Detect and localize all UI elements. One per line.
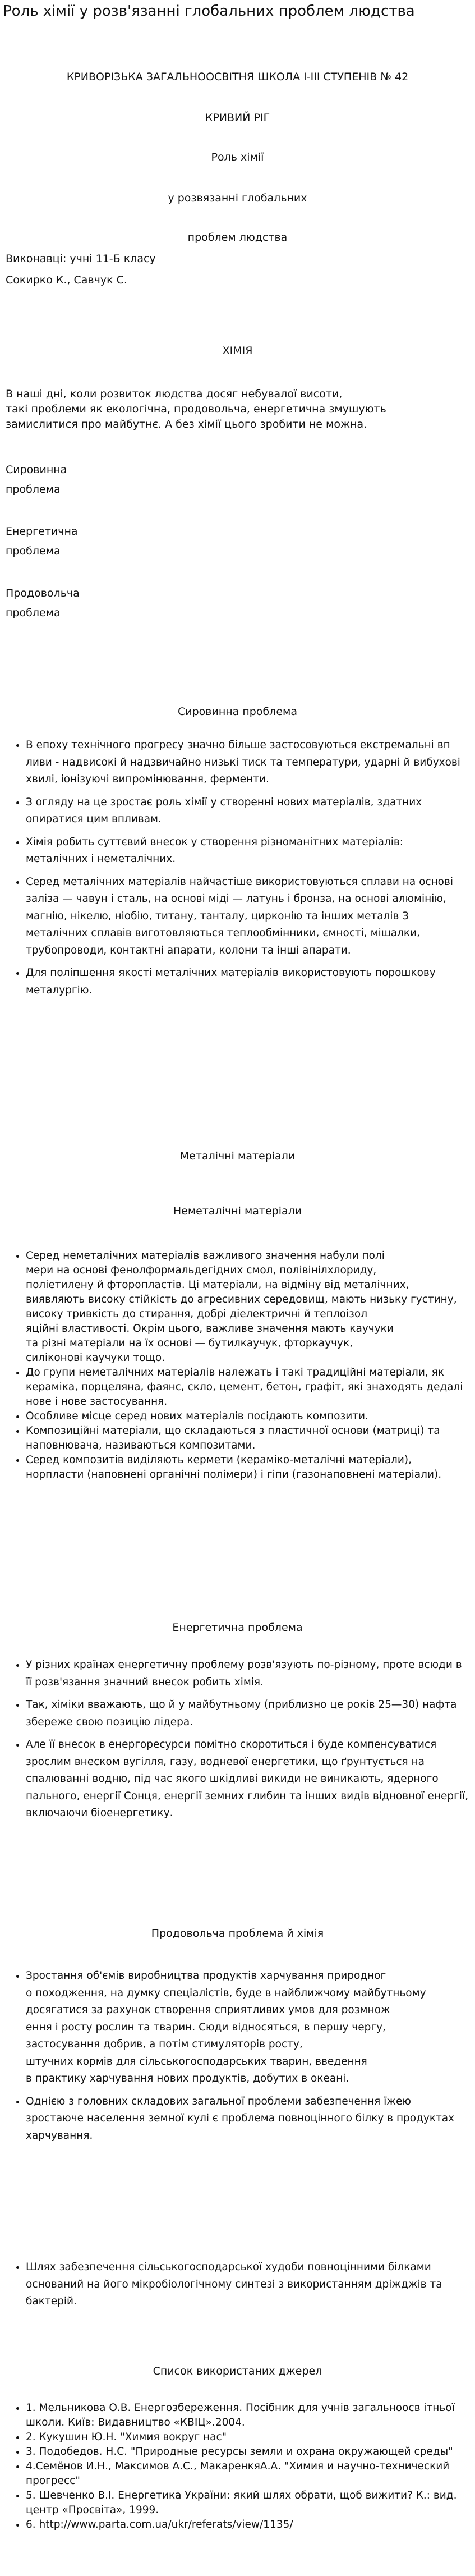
- section-heading-references: Список використаних джерел: [153, 2365, 322, 2377]
- list-item-line: • Однією з головних складових загальної проблеми забезпечення їжею зростаюче населення земної кулі є проблема повноцінного білку в продуктах харчування.: [26, 2095, 455, 2142]
- references-list: [0, 2401, 475, 2532]
- list-item: [26, 2259, 469, 2311]
- list-item: [26, 1697, 469, 1731]
- energy-list: [0, 1657, 475, 1828]
- reference-item: • 2. Кукушин Ю.Н. "Химия вокруг нас": [26, 2430, 469, 2445]
- topic-line-1: Роль хімії: [211, 151, 264, 163]
- list-item-line: • Серед композитів виділяють кермети (керамiко-металічні матеріали), норпласти (наповнені органічні полімери) і гіпи (газонаповнені матеріали).: [26, 1454, 442, 1480]
- intro-paragraph: [6, 387, 469, 432]
- list-item-line: досягатися за рахунок створення сприятливих умов для розмнож: [26, 2004, 390, 2016]
- raw-materials-list: [0, 737, 475, 1005]
- list-item: [26, 1736, 469, 1822]
- list-item-line: мери на основі фенолформальдегідних смол, полівінілхлориду,: [26, 1264, 377, 1276]
- food-list: [0, 1968, 475, 2150]
- list-item-line: виявляють високу стійкість до агресивних середовищ, мають низьку густину,: [26, 1294, 457, 1305]
- list-item: [26, 1409, 469, 1424]
- list-item-line: яційні властивості. Окрім цього, важливе значення мають каучуки: [26, 1323, 394, 1335]
- list-item-line: • Для поліпшення якості металічних матеріалів використовують порошкову металургію.: [26, 967, 436, 996]
- problem-label: проблема: [6, 607, 61, 619]
- list-item-line: • Композиційні матеріали, що складаються з пластичної основи (матриці) та наповнювача, називаються композитами.: [26, 1425, 440, 1451]
- list-item-line: • Хімія робить суттєвий внесок у створення різноманітних матеріалів:: [26, 836, 404, 848]
- list-item-line: о походження, на думку спеціалістів, буде в найближчому майбутньому: [26, 1987, 426, 1999]
- section-heading-chemistry: ХІМІЯ: [222, 345, 253, 357]
- authors-line-1: Виконавці: учні 11-Б класу: [6, 253, 156, 265]
- list-item-line: високу тривкість до стирання, добрі діелектричні й теплоізол: [26, 1308, 368, 1320]
- list-item: [26, 874, 469, 960]
- problem-label: Продовольча: [6, 587, 80, 599]
- topic-line-2: у розвязанні глобальних: [168, 192, 307, 204]
- intro-line: В наші дні, коли розвиток людства досяг небувалої висоти,: [6, 388, 343, 400]
- food-list-extra: [0, 2259, 475, 2316]
- list-item-line: • З огляду на це зростає роль хімії у створенні нових матеріалів, здатних опиратися цим впливам.: [26, 796, 422, 825]
- reference-item: • 3. Подобедов. Н.С. "Природные ресурсы земли и охрана окружающей среды": [26, 2445, 469, 2459]
- problem-label: Сировинна: [6, 464, 67, 476]
- list-item-line: • Серед металічних матеріалів найчастіше використовуються сплави на основі заліза — чавун і сталь, на основі міді — латунь і бронза, на основі алюмінію, магнію, нікелю, ніобію, титану, танталу, цирконію та інших металів 3 металічних сплавів виготовляються теплообмінники, ємності, мішалки, трубопроводи, контактні апарати, колони та інші апарати.: [26, 876, 454, 956]
- list-item-line: • У різних країнах енергетичну проблему розв'язують по-різному, проте всюди в її розв'язання значний внесок робить хімія.: [26, 1659, 462, 1688]
- topic-line-3: проблем людства: [187, 231, 288, 244]
- list-item: [26, 794, 469, 828]
- list-item-line: ення і росту рослин та тварин. Сюди відносяться, в першу чергу,: [26, 2021, 386, 2033]
- list-item: [26, 965, 469, 999]
- list-item-line: • Зростання об'ємів виробництва продуктів харчування природног: [26, 1970, 386, 1982]
- problem-label: проблема: [6, 545, 61, 557]
- list-item: [26, 1657, 469, 1691]
- list-item-line: застосування добрив, а потім стимуляторів росту,: [26, 2038, 303, 2050]
- list-item-line: • До групи неметалічних матеріалів належать і такі традиційні матеріали, як кераміка, порцеляна, фаянс, скло, цемент, бетон, графіт, які знаходять дедалі нове і нове застосування.: [26, 1367, 463, 1408]
- list-item-line: • Так, хіміки вважають, що й у майбутньому (приблизно це років 25—30) нафта збереже свою позицію лідера.: [26, 1699, 457, 1728]
- section-heading-food: Продовольча проблема й хімія: [151, 1927, 324, 1940]
- city-name: КРИВИЙ РІГ: [205, 112, 270, 124]
- list-item-line: • Особливе місце серед нових матеріалів посідають композити.: [26, 1410, 368, 1422]
- list-item: [26, 1424, 469, 1453]
- list-item: [26, 2093, 469, 2145]
- problem-item-energy: [6, 522, 469, 561]
- list-item: [26, 1365, 469, 1409]
- authors-line-2: Сокирко К., Савчук С.: [6, 274, 127, 286]
- list-item: [26, 1968, 469, 2088]
- section-heading-nonmetals: Неметалічні матеріали: [173, 1205, 302, 1217]
- reference-item: • 6. http://www.parta.com.ua/ukr/referats/view/1135/: [26, 2518, 469, 2532]
- list-item-line: • Але її внесок в енергоресурси помітно скоротиться і буде компенсуватися зрослим внеском вугілля, газу, водневої енергетики, що ґрунтується на спалюванні водню, під час якого шкідливі викиди не виникають, ядерного пального, енергії Сонця, енергії земних глибин та інших видів відновної енергії, включаючи біоенергетику.: [26, 1739, 468, 1819]
- page-title: Роль хімії у розв'язанні глобальних проблем людства: [3, 3, 415, 20]
- nonmetals-list: [0, 1249, 475, 1482]
- problem-label: Енергетична: [6, 525, 78, 538]
- list-item-line: • Шлях забезпечення сільськогосподарської худоби повноцінними білками оснований на його мікробіологічному синтезі з використанням дріжджів та бактерій.: [26, 2261, 442, 2307]
- list-item-line: • Серед неметалічних матеріалів важливого значення набули полі: [26, 1250, 385, 1262]
- list-item-line: штучних кормів для сільськогосподарських тварин, введення: [26, 2055, 367, 2068]
- list-item-line: металічних і неметалічних.: [26, 853, 176, 865]
- section-heading-raw: Сировинна проблема: [177, 705, 297, 718]
- section-heading-energy: Енергетична проблема: [172, 1621, 303, 1634]
- list-item-line: силіконові каучуки тощо.: [26, 1352, 165, 1364]
- list-item-line: • В епоху технічного прогресу значно більше застосовуються екстремальні вп: [26, 739, 450, 751]
- intro-line: замислитися про майбутнє. А без хімії цього зробити не можна.: [6, 418, 367, 430]
- list-item-line: та різні матеріали на їх основі — бутилкаучук, фторкаучук,: [26, 1337, 353, 1349]
- reference-item: • 4.Семёнов И.Н., Максимов А.С., МакаренкяА.А. "Химия и научно-технический прогресс": [26, 2459, 469, 2488]
- list-item-line: ливи - надвисокі й надзвичайно низькі тиск та температури, ударні й вибухові хвилі, іонізуючі випромінювання, ферменти.: [26, 756, 460, 785]
- school-name: КРИВОРІЗЬКА ЗАГАЛЬНООСВІТНЯ ШКОЛА І-ІІІ СТУПЕНІВ № 42: [66, 71, 409, 83]
- problem-item-raw: [6, 460, 469, 499]
- section-heading-metals: Металічні матеріали: [179, 1150, 296, 1162]
- reference-item: • 1. Мельникова О.В. Енергозбереження. Посібник для учнів загальноосв ітньої школи. Київ: Видавництво «КВІЦ».2004.: [26, 2401, 469, 2430]
- list-item-line: в практику харчування нових продуктів, добутих в океані.: [26, 2073, 349, 2084]
- problem-label: проблема: [6, 483, 61, 496]
- list-item: [26, 737, 469, 789]
- list-item: [26, 834, 469, 868]
- list-item: [26, 1249, 469, 1365]
- reference-item: • 5. Шевченко В.І. Енергетика України: який шлях обрати, щоб вижити? К.: вид. центр «Просвіта», 1999.: [26, 2488, 469, 2518]
- list-item-line: поліетилену й фторопластів. Ці матеріали, на відміну від металічних,: [26, 1279, 409, 1291]
- list-item: [26, 1453, 469, 1482]
- problem-item-food: [6, 584, 469, 623]
- intro-line: такі проблеми як екологічна, продовольча, енергетична змушують: [6, 403, 386, 415]
